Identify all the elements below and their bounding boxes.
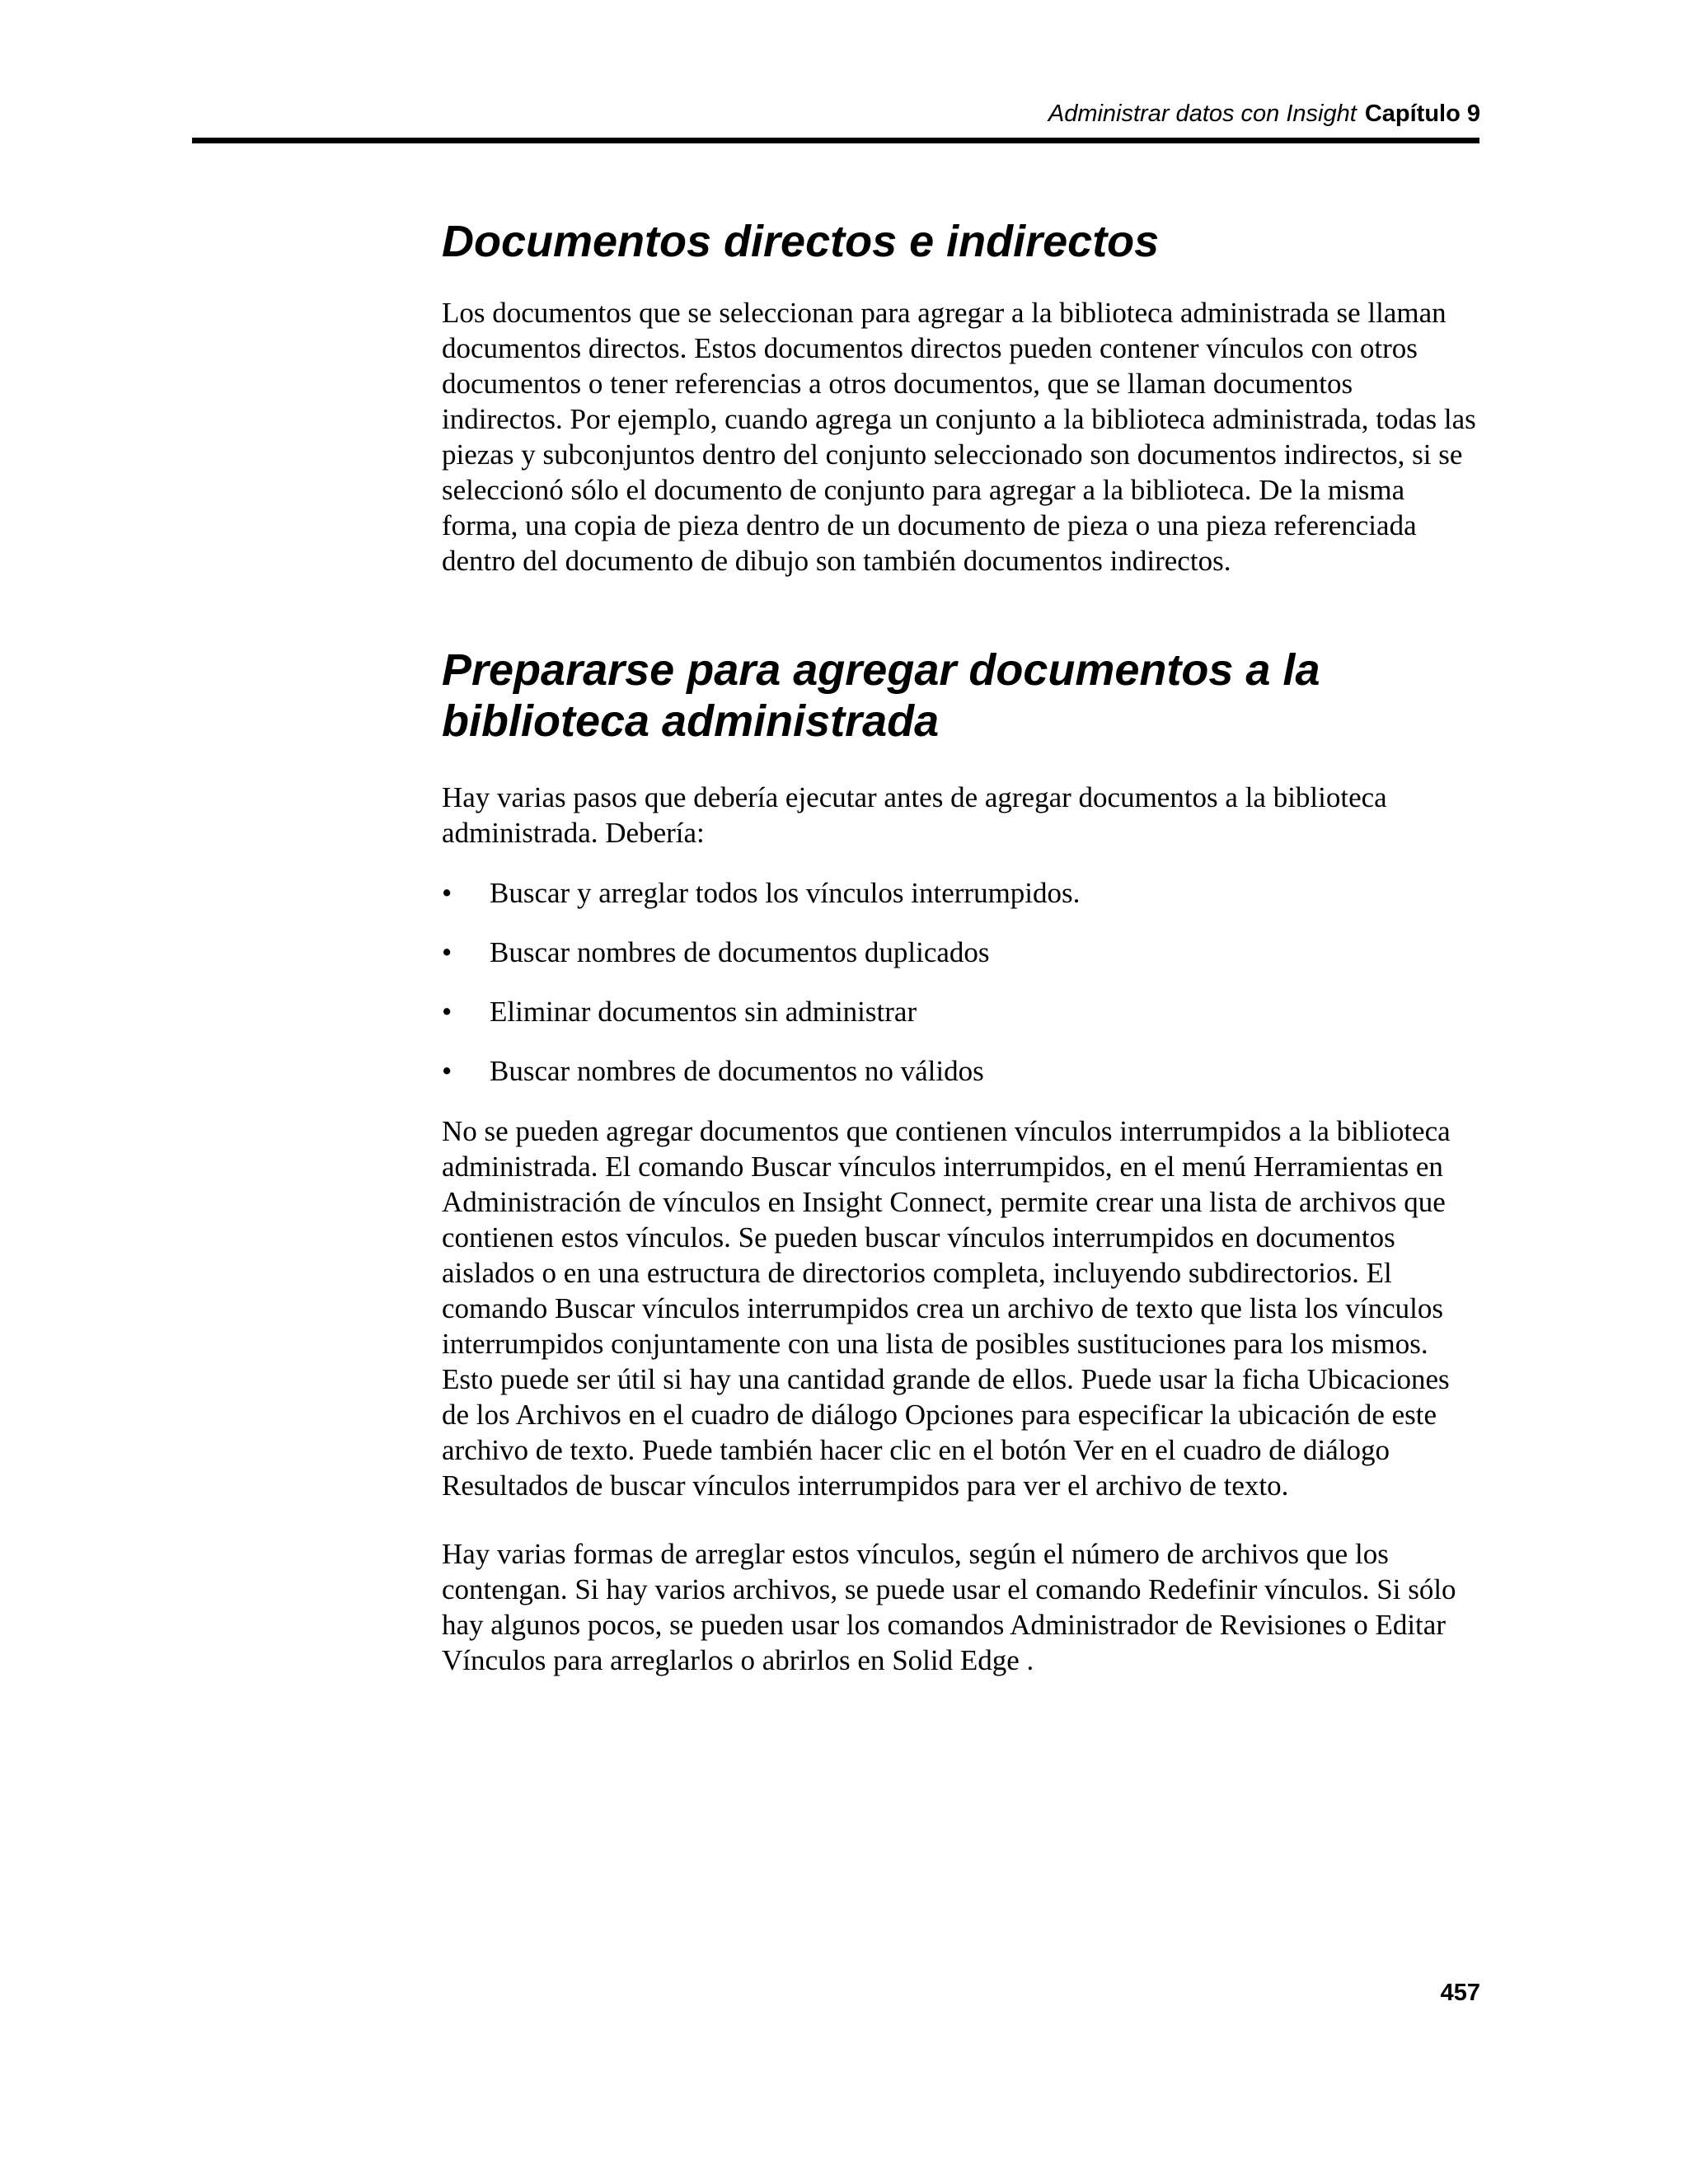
list-item <box>442 994 1476 1029</box>
body-paragraph: No se pueden agregar documentos que contienen vínculos interrumpidos a la biblioteca administrada. El comando Buscar vínculos interrumpidos, en el menú Herramientas en Administración de vínculos en Insight Connect, permite crear una lista de archivos que contienen estos vínculos. Se pueden buscar vínculos interrumpidos en documentos aislados o en una estructura de directorios completa, incluyendo subdirectorios. El comando Buscar vínculos interrumpidos crea un archivo de texto que lista los vínculos interrumpidos conjuntamente con una lista de posibles sustituciones para los mismos. Esto puede ser útil si hay una cantidad grande de ellos. Puede usar la ficha Ubicaciones de los Archivos en el cuadro de diálogo Opciones para especificar la ubicación de este archivo de texto. Puede también hacer clic en el botón Ver en el cuadro de diálogo Resultados de buscar vínculos interrumpidos para ver el archivo de texto. <box>442 1115 1451 1502</box>
intro-paragraph: Hay varias pasos que debería ejecutar antes de agregar documentos a la biblioteca administrada. Debería: <box>442 781 1387 849</box>
bullet-list <box>442 875 1476 1089</box>
running-header-chapter: Capítulo 9 <box>1364 101 1480 127</box>
list-item <box>442 875 1476 911</box>
running-header-title: Administrar datos con Insight <box>1048 101 1357 127</box>
section-heading: Prepararse para agregar documentos a la biblioteca administrada <box>442 645 1320 746</box>
section-heading: Documentos directos e indirectos <box>442 217 1160 266</box>
list-item <box>442 935 1476 970</box>
bullet-icon: • <box>442 1055 452 1087</box>
running-header <box>1048 99 1480 129</box>
list-item <box>442 1053 1476 1089</box>
body-paragraph: Los documentos que se seleccionan para agregar a la biblioteca administrada se llaman documentos directos. Estos documentos directos pueden contener vínculos con otros documentos o tener referencias a otros documentos, que se llaman documentos indirectos. Por ejemplo, cuando agrega un conjunto a la biblioteca administrada, todas las piezas y subconjuntos dentro del conjunto seleccionado son documentos indirectos, si se seleccionó sólo el documento de conjunto para agregar a la biblioteca. De la misma forma, una copia de pieza dentro de un documento de pieza o una pieza referenciada dentro del documento de dibujo son también documentos indirectos. <box>442 297 1476 577</box>
list-item-text: Buscar nombres de documentos duplicados <box>490 936 990 968</box>
bullet-icon: • <box>442 996 452 1028</box>
list-item-text: Buscar y arreglar todos los vínculos interrumpidos. <box>490 877 1081 909</box>
page-content <box>442 216 1476 1678</box>
body-paragraph: Hay varias formas de arreglar estos vínculos, según el número de archivos que los contengan. Si hay varios archivos, se puede usar el comando Redefinir vínculos. Si sólo hay algunos pocos, se pueden usar los comandos Administrador de Revisiones o Editar Vínculos para arreglarlos o abrirlos en Solid Edge . <box>442 1538 1456 1676</box>
header-rule <box>192 138 1479 143</box>
list-item-text: Buscar nombres de documentos no válidos <box>490 1055 984 1087</box>
list-item-text: Eliminar documentos sin administrar <box>490 996 917 1028</box>
bullet-icon: • <box>442 936 452 968</box>
page-number: 457 <box>1440 1980 1480 2006</box>
bullet-icon: • <box>442 877 452 909</box>
